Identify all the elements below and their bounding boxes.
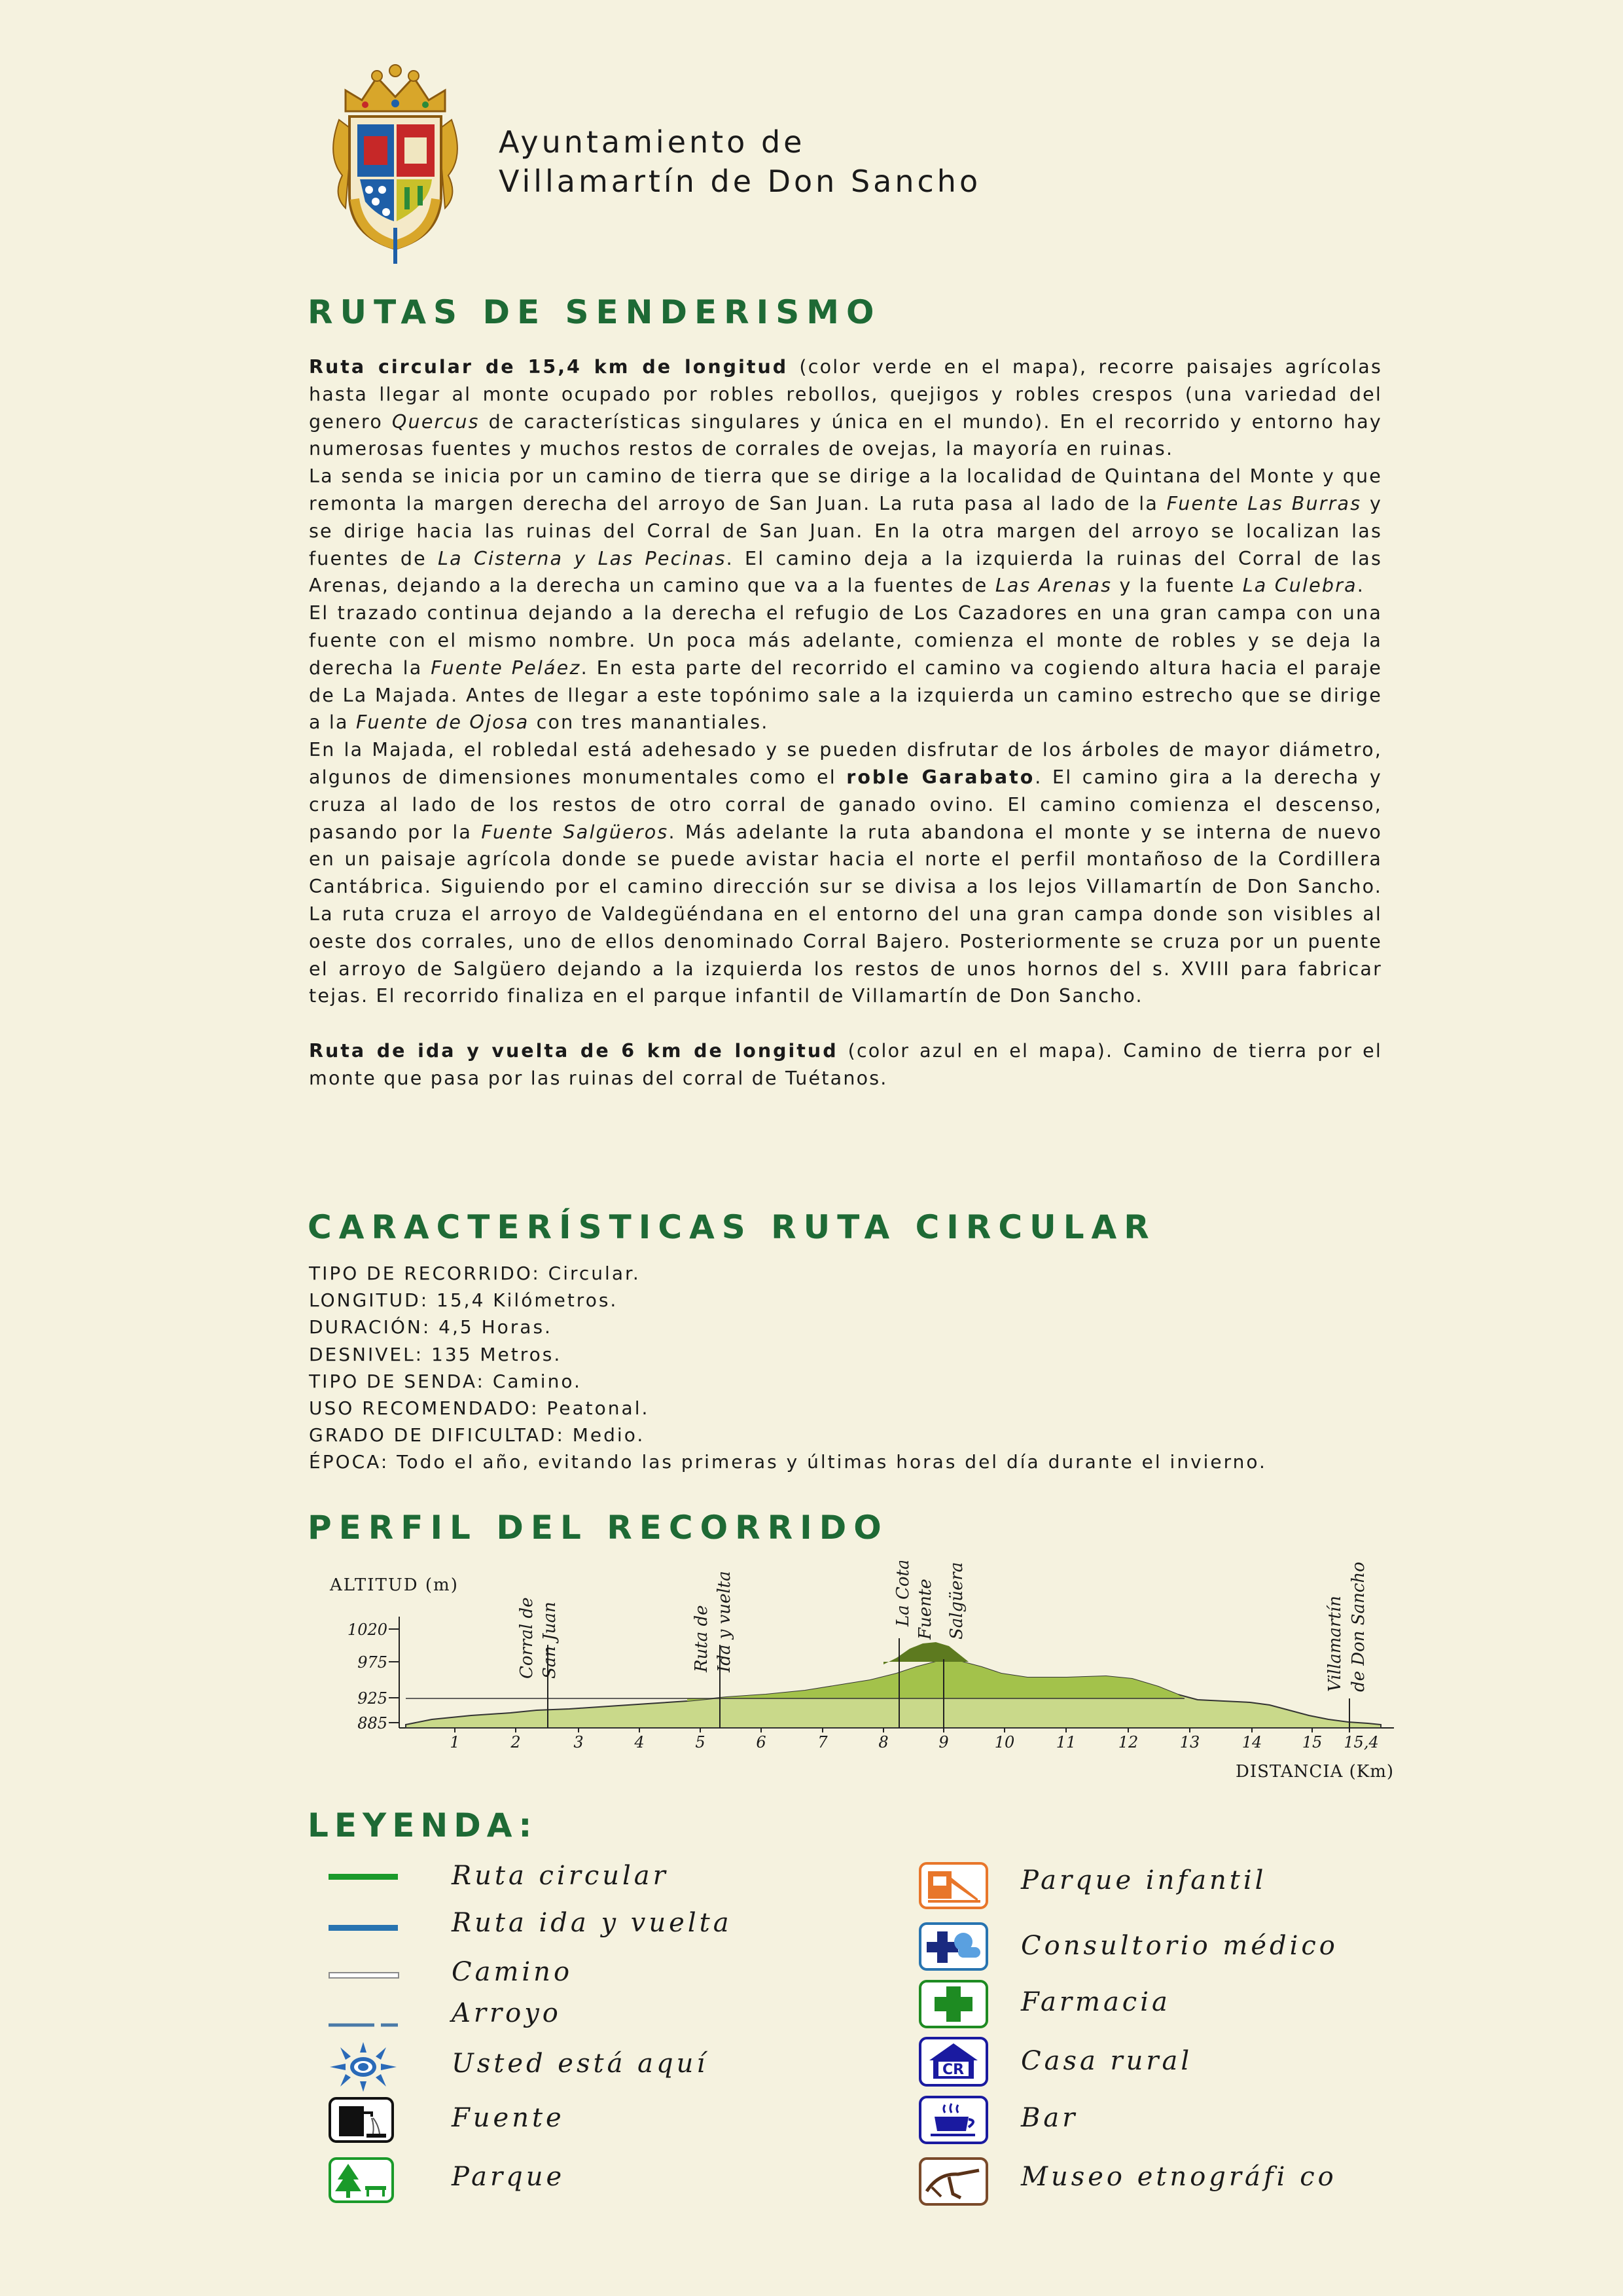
- x-tick-12: [1118, 1728, 1139, 1751]
- blue-line-icon: [329, 1925, 398, 1931]
- road-line-icon: [329, 1972, 399, 1979]
- svg-text:885: 885: [357, 1714, 387, 1732]
- spec-length: LONGITUD: 15,4 Kilómetros.: [309, 1289, 618, 1312]
- y-tick-885: [357, 1714, 399, 1732]
- x-tick-1: [450, 1728, 459, 1751]
- spec-season: ÉPOCA: Todo el año, evitando las primeras y últimas horas del día durante el invierno.: [309, 1451, 1267, 1473]
- text: Las Arenas: [995, 575, 1113, 597]
- spec-elevation: DESNIVEL: 135 Metros.: [309, 1343, 562, 1365]
- svg-text:Ruta de: Ruta de: [692, 1605, 711, 1672]
- svg-text:975: 975: [357, 1653, 387, 1672]
- text: de características singulares y única en el mundo). En el recorrido y entorno hay numerosas fuentes y muchos restos de corrales de ovejas, la mayoría en ruinas.: [309, 410, 1382, 460]
- svg-text:4: 4: [634, 1733, 645, 1751]
- circular-route-title: Ruta circular de 15,4 km de longitud: [309, 356, 789, 378]
- legend-label-park: Parque: [452, 2162, 565, 2192]
- legend-label-rural-house: Casa rural: [1021, 2046, 1193, 2076]
- paragraph-start: [309, 463, 1382, 600]
- marker-corral-san-juan: [517, 1597, 560, 1728]
- text: con tres manantiales.: [529, 711, 769, 734]
- paragraph-circular-route: [309, 353, 1382, 463]
- spec-use: USO RECOMENDADO: Peatonal.: [309, 1397, 650, 1420]
- y-tick-1020: [348, 1621, 399, 1639]
- text: y la fuente: [1112, 575, 1243, 597]
- org-name-line1: Ayuntamiento de: [499, 124, 806, 160]
- x-tick-10: [995, 1728, 1015, 1751]
- svg-text:San Juan: San Juan: [540, 1602, 560, 1679]
- text: Fuente de Ojosa: [355, 711, 529, 734]
- text: En la Majada, el robledal está adehesado y se pueden disfrutar de los árboles de mayor diámetro, algunos de dimensiones monumentales como el: [309, 739, 1382, 788]
- svg-text:925: 925: [357, 1689, 387, 1708]
- text: El trazado continua dejando a la derecha el refugio de Los Cazadores en una gran campa con una fuente con el mismo nombre. Un poca más adelante, comienza el monte de robles y se deja la derecha la: [309, 602, 1382, 679]
- text: La Cisterna y Las Pecinas: [438, 547, 726, 569]
- y-tick-975: [357, 1653, 399, 1672]
- text: Fuente Las Burras: [1166, 492, 1362, 514]
- x-tick-7: [817, 1728, 828, 1751]
- text: . Más adelante la ruta abandona el monte y se interna de nuevo en un paisaje agrícola donde se puede avistar hacia el norte el perfil montañoso de la Cordillera Cantábrica. Siguiendo por el camino dirección sur se divisa a los lejos Villamartín de Don Sancho. La ruta cruza el arroyo de Valdegüéndana en el entorno del una gran campa donde son visibles al oeste dos corrales, uno de ellos denominado Corral Bajero. Posteriormente se cruza por un puente el arroyo de Salgüero dejando a la izquierda los restos de unos hornos del s. XVIII para fabricar tejas. El recorrido finaliza en el parque infantil de Villamartín de Don Sancho.: [309, 821, 1382, 1007]
- spec-duration: DURACIÓN: 4,5 Horas.: [309, 1316, 552, 1338]
- elevation-profile: [321, 1561, 1407, 1790]
- y-tick-925: [357, 1689, 399, 1708]
- rural-house-icon: [919, 2037, 988, 2087]
- legend-label-playground: Parque infantil: [1021, 1865, 1267, 1895]
- green-line-icon: [329, 1874, 398, 1880]
- svg-text:La Cota: La Cota: [893, 1561, 913, 1626]
- org-name-line2: Villamartín de Don Sancho: [499, 164, 982, 199]
- text: . El camino gira a la derecha y cruza al lado de los restos de otro corral de ganado ovino. El camino comienza el descenso, pasando por la: [309, 766, 1382, 843]
- x-tick-6: [756, 1728, 766, 1751]
- svg-text:de Don Sancho: de Don Sancho: [1349, 1562, 1368, 1692]
- text: . En esta parte del recorrido el camino va cogiendo altura hacia el paraje de La Majada. Antes de llegar a este topónimo sale a la izquierda un camino estrecho que se dirige a la: [309, 656, 1382, 734]
- svg-text:Villamartín: Villamartín: [1325, 1596, 1345, 1692]
- svg-text:15,4: 15,4: [1344, 1733, 1379, 1751]
- medical-icon: [919, 1922, 988, 1971]
- x-tick-15: [1302, 1728, 1323, 1751]
- profile-x-label: DISTANCIA (Km): [1236, 1762, 1394, 1782]
- specs-heading: CARACTERÍSTICAS RUTA CIRCULAR: [308, 1208, 1156, 1246]
- text: roble Garabato: [846, 766, 1035, 788]
- text: Fuente Salgüeros: [481, 821, 669, 843]
- you-are-here-icon: [329, 2042, 398, 2092]
- legend-label-bar: Bar: [1021, 2103, 1079, 2133]
- park-icon: [329, 2157, 394, 2203]
- legend-label-you-are-here: Usted está aquí: [452, 2049, 709, 2079]
- text: y se dirige hacia las ruinas del Corral de San Juan. En la otra margen del arroyo se localizan las fuentes de: [309, 492, 1383, 569]
- legend-label-return: Ruta ida y vuelta: [452, 1908, 732, 1938]
- x-tick-15-4: [1344, 1728, 1378, 1751]
- text: . El camino deja a la izquierda la ruinas del Corral de las Arenas, dejando a la derecha un camino que va a la fuentes de: [309, 547, 1382, 597]
- svg-text:1: 1: [450, 1733, 460, 1751]
- legend-heading: LEYENDA:: [308, 1806, 538, 1844]
- paragraph-majada: [309, 736, 1382, 1010]
- text: (color azul en el mapa). Camino de tierra por el monte que pasa por las ruinas del corral de Tuétanos.: [309, 1039, 1382, 1089]
- text: .: [1357, 575, 1365, 597]
- routes-heading: RUTAS DE SENDERISMO: [308, 293, 882, 331]
- spec-trail-type: TIPO DE SENDA: Camino.: [309, 1370, 582, 1392]
- x-tick-2: [510, 1728, 520, 1751]
- svg-text:6: 6: [756, 1733, 766, 1751]
- svg-text:5: 5: [695, 1733, 705, 1751]
- bar-icon: [919, 2096, 988, 2144]
- spec-type: TIPO DE RECORRIDO: Circular.: [309, 1263, 641, 1284]
- svg-text:9: 9: [938, 1733, 949, 1751]
- routes-description: [309, 353, 1382, 1092]
- svg-text:Salgüera: Salgüera: [947, 1562, 967, 1640]
- x-tick-9: [938, 1728, 948, 1751]
- legend-label-museum: Museo etnográfi co: [1021, 2162, 1337, 2192]
- text: Fuente Peláez: [431, 656, 581, 679]
- x-tick-4: [633, 1728, 644, 1751]
- x-tick-5: [695, 1728, 705, 1751]
- profile-area-dark: [883, 1642, 969, 1664]
- svg-text:3: 3: [573, 1733, 584, 1751]
- text: La senda se inicia por un camino de tierra que se dirige a la localidad de Quintana del Monte y que remonta la margen derecha del arroyo de San Juan. La ruta pasa al lado de la: [309, 465, 1382, 514]
- svg-text:14: 14: [1241, 1733, 1262, 1751]
- paragraph-middle: [309, 600, 1382, 736]
- museum-icon: [919, 2157, 988, 2206]
- x-tick-11: [1056, 1728, 1077, 1751]
- svg-text:11: 11: [1056, 1733, 1077, 1751]
- svg-text:8: 8: [878, 1733, 889, 1751]
- legend-label-circular: Ruta circular: [452, 1861, 669, 1891]
- specs-list: [309, 1260, 1382, 1476]
- legend-label-fountain: Fuente: [452, 2103, 565, 2133]
- x-tick-8: [878, 1728, 888, 1751]
- legend-label-pharmacy: Farmacia: [1021, 1987, 1171, 2017]
- legend-label-medical: Consultorio médico: [1021, 1931, 1338, 1961]
- pharmacy-icon: [919, 1980, 988, 2028]
- svg-text:CR: CR: [942, 2062, 965, 2078]
- paragraph-return-route: [309, 1037, 1382, 1092]
- svg-text:Corral de: Corral de: [517, 1597, 537, 1679]
- return-route-title: Ruta de ida y vuelta de 6 km de longitud: [309, 1039, 838, 1062]
- legend-label-road: Camino: [452, 1957, 573, 1987]
- svg-text:12: 12: [1118, 1733, 1139, 1751]
- profile-heading: PERFIL DEL RECORRIDO: [308, 1509, 889, 1547]
- svg-text:1020: 1020: [347, 1621, 387, 1639]
- x-tick-13: [1180, 1728, 1200, 1751]
- text: Quercus: [391, 410, 480, 433]
- svg-text:10: 10: [994, 1733, 1015, 1751]
- fountain-icon: [329, 2097, 394, 2143]
- svg-text:13: 13: [1179, 1733, 1200, 1751]
- text: (color verde en el mapa), recorre paisajes agrícolas hasta llegar al monte ocupado por robles rebollos, quejigos y robles crespos (una variedad del genero: [309, 356, 1382, 433]
- svg-text:2: 2: [510, 1733, 521, 1751]
- text: La Culebra: [1242, 575, 1357, 597]
- stream-dash-icon: [329, 2017, 398, 2021]
- municipal-crest-icon: [326, 64, 465, 264]
- playground-icon: [919, 1862, 988, 1909]
- marker-villamartin: [1325, 1562, 1368, 1728]
- svg-text:Ida y vuelta: Ida y vuelta: [715, 1571, 734, 1672]
- legend-label-stream: Arroyo: [452, 1998, 562, 2028]
- spec-difficulty: GRADO DE DIFICULTAD: Medio.: [309, 1424, 645, 1446]
- svg-text:15: 15: [1302, 1733, 1323, 1751]
- svg-text:7: 7: [817, 1733, 828, 1751]
- x-tick-14: [1242, 1728, 1262, 1751]
- svg-text:Fuente: Fuente: [916, 1579, 935, 1640]
- x-tick-3: [573, 1728, 583, 1751]
- profile-y-label: ALTITUD (m): [330, 1575, 459, 1595]
